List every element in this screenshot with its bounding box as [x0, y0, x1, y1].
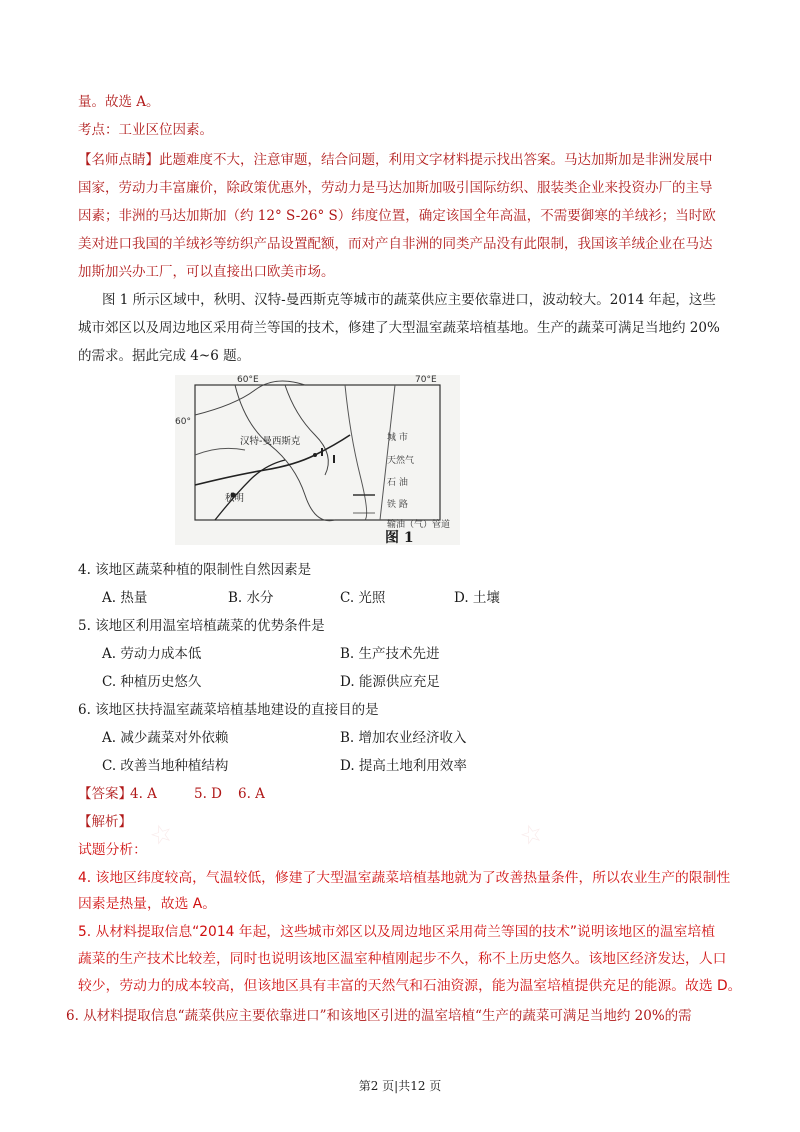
option: A. 热量 — [102, 590, 148, 606]
option: C. 改善当地种植结构 — [102, 758, 229, 774]
option: A. 减少蔬菜对外依赖 — [102, 730, 229, 746]
option: B. 生产技术先进 — [340, 646, 440, 662]
option: D. 能源供应充足 — [340, 674, 440, 690]
answer-value: 6. A — [238, 786, 265, 802]
text-line: 因素；非洲的马达加斯加（约 12° S-26° S）纬度位置，确定该国全年高温，不需要御寒的羊绒衫；当时欧 — [78, 208, 716, 224]
analysis-line: 4. 该地区纬度较高，气温较低，修建了大型温室蔬菜培植基地就为了改善热量条件，所以农业生产的限制性 — [78, 870, 731, 886]
legend-item: 城 市 — [387, 433, 408, 443]
question-6: 6. 该地区扶持温室蔬菜培植基地建设的直接目的是 — [78, 702, 379, 718]
analysis-line: 试题分析： — [78, 842, 147, 858]
option: D. 土壤 — [454, 590, 500, 606]
answer-label: 【答案】 — [78, 786, 132, 802]
option: B. 增加农业经济收入 — [340, 730, 467, 746]
answer-value: 4. A — [130, 786, 157, 802]
legend-item: 石 油 — [387, 478, 408, 488]
passage-line: 的需求。据此完成 4~6 题。 — [78, 348, 251, 364]
analysis-line: 因素是热量，故选 A。 — [78, 896, 216, 912]
option: B. 水分 — [228, 590, 274, 606]
watermark: ☆ — [515, 817, 548, 853]
option: C. 光照 — [340, 590, 386, 606]
question-4: 4. 该地区蔬菜种植的限制性自然因素是 — [78, 562, 312, 578]
text-line: 加斯加兴办工厂，可以直接出口欧美市场。 — [78, 264, 335, 280]
city-label: 秋明 — [225, 493, 245, 504]
analysis-label: 【解析】 — [78, 814, 132, 830]
text-line: 【名师点睛】此题难度不大，注意审题，结合问题，利用文字材料提示找出答案。马达加斯加是非洲发展中 — [78, 152, 713, 168]
option: D. 提高土地利用效率 — [340, 758, 467, 774]
analysis-line: 蔬菜的生产技术比较差，同时也说明该地区温室种植刚起步不久，称不上历史悠久。该地区经济发达，人口 — [78, 951, 727, 967]
city-label: 汉特-曼西斯克 — [240, 436, 301, 447]
analysis-line: 5. 从材料提取信息“2014 年起，这些城市郊区以及周边地区采用荷兰等国的技术”说明该地区的温室培植 — [78, 924, 716, 940]
option: A. 劳动力成本低 — [102, 646, 202, 662]
passage-line: 城市郊区以及周边地区采用荷兰等国的技术，修建了大型温室蔬菜培植基地。生产的蔬菜可满足当地约 20% — [78, 320, 720, 336]
page-footer: 第2 页|共12 页 — [358, 1079, 442, 1093]
legend-item: 天然气 — [387, 456, 415, 466]
analysis-line: 6. 从材料提取信息“蔬菜供应主要依靠进口”和该地区引进的温室培植“生产的蔬菜可满足当地约 20%的需 — [66, 1008, 692, 1024]
tick-label: 60° — [175, 417, 191, 427]
figure-caption: 图 1 — [385, 530, 414, 546]
text-line: 美对进口我国的羊绒衫等纺织产品设置配额，而对产自非洲的同类产品没有此限制，我国该羊绒企业在马达 — [78, 236, 713, 252]
watermark: ☆ — [145, 817, 178, 853]
map-figure — [175, 375, 460, 545]
legend-item: 输油（气）管道 — [387, 520, 451, 530]
text-line: 考点：工业区位因素。 — [78, 122, 213, 138]
option: C. 种植历史悠久 — [102, 674, 202, 690]
tick-label: 60°E — [237, 375, 259, 385]
question-5: 5. 该地区利用温室培植蔬菜的优势条件是 — [78, 618, 325, 634]
passage-line: 图 1 所示区域中，秋明、汉特-曼西斯克等城市的蔬菜供应主要依靠进口，波动较大。2014 年起，这些 — [102, 292, 716, 308]
legend-item: 铁 路 — [387, 500, 408, 510]
answer-value: 5. D — [194, 786, 222, 802]
analysis-line: 较少，劳动力的成本较高，但该地区具有丰富的天然气和石油资源，能为温室培植提供充足的能源。故选 D。 — [78, 978, 742, 994]
text-line: 量。故选 A。 — [78, 94, 160, 110]
tick-label: 70°E — [415, 375, 437, 385]
text-line: 国家，劳动力丰富廉价，除政策优惠外，劳动力是马达加斯加吸引国际纺织、服装类企业来投资办厂的主导 — [78, 180, 713, 196]
